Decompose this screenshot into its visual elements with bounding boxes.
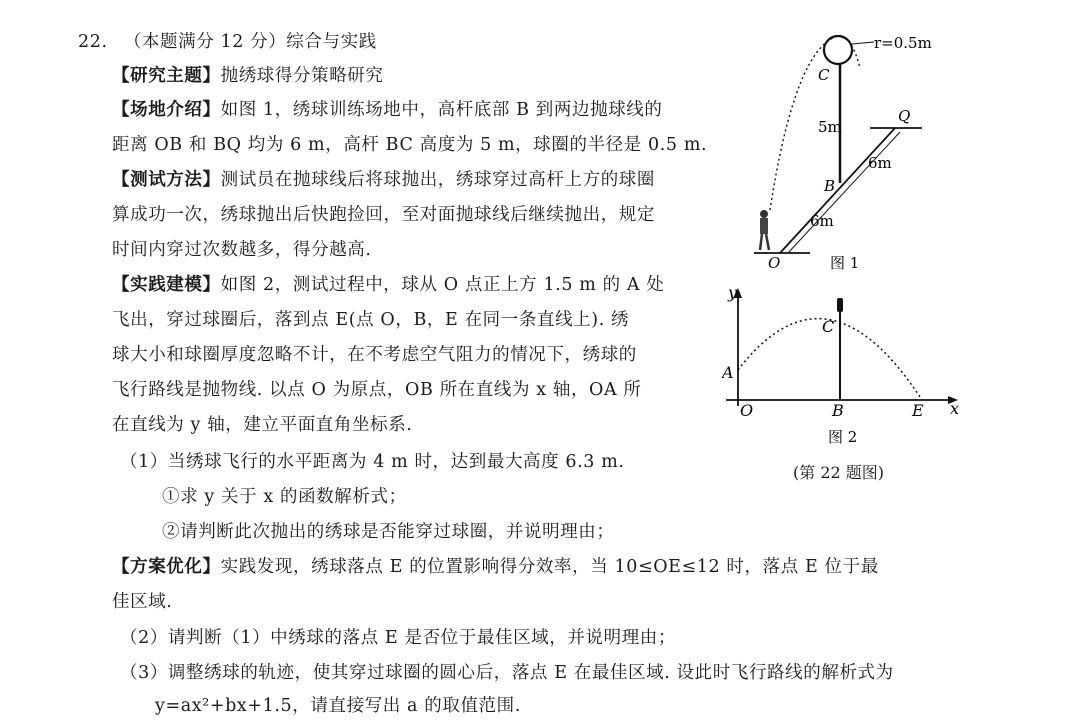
bq-length-label: 6m xyxy=(868,154,892,172)
figure-1-caption: 图 1 xyxy=(830,254,860,272)
optimization-tag: 【方案优化】 xyxy=(112,557,221,577)
point-q-label: Q xyxy=(898,107,911,125)
subquestion-1: （1）当绣球飞行的水平距离为 4 m 时，达到最大高度 6.3 m. xyxy=(120,452,625,472)
y-axis-label: y xyxy=(728,283,738,302)
model-line-2: 飞出，穿过球圈后，落到点 E(点 O，B，E 在同一条直线上). 绣 xyxy=(112,310,630,330)
optimization-line-2: 佳区域. xyxy=(112,592,173,612)
method-line-3: 时间内穿过次数越多，得分越高. xyxy=(112,240,372,260)
hoop-circle xyxy=(824,36,852,64)
point-c-label: C xyxy=(818,66,830,84)
venue-text-1: 如图 1，绣球训练场地中，高杆底部 B 到两边抛球线的 xyxy=(220,100,663,120)
venue-line-2: 距离 OB 和 BQ 均为 6 m，高杆 BC 高度为 5 m，球圈的半径是 0.5 m. xyxy=(112,135,708,155)
x-axis-label: x xyxy=(950,399,960,418)
topic-text: 抛绣球得分策略研究 xyxy=(220,66,384,86)
topic-line xyxy=(112,64,384,88)
method-line-1 xyxy=(112,168,655,192)
figure-2-caption: 图 2 xyxy=(828,428,858,446)
optimization-line-1 xyxy=(112,555,879,579)
point-o-label-2: O xyxy=(740,401,754,420)
point-c-label-2: C xyxy=(822,317,835,336)
figure-caption: (第 22 题图) xyxy=(793,463,885,482)
method-text-1: 测试员在抛球线后将球抛出，绣球穿过高杆上方的球圈 xyxy=(220,170,656,190)
method-line-2: 算成功一次，绣球抛出后快跑捡回，至对面抛球线后继续抛出，规定 xyxy=(112,205,655,225)
subquestion-3-line-2: y=ax²+bx+1.5，请直接写出 a 的取值范围. xyxy=(155,696,521,716)
radius-pointer xyxy=(852,42,874,44)
subquestion-1b: ②请判断此次抛出的绣球是否能穿过球圈，并说明理由； xyxy=(162,522,615,542)
subquestion-1a: ①求 y 关于 x 的函数解析式； xyxy=(162,487,407,507)
model-tag: 【实践建模】 xyxy=(112,275,221,295)
method-tag: 【测试方法】 xyxy=(112,170,221,190)
venue-line-1 xyxy=(112,98,663,122)
bc-length-label: 5m xyxy=(818,118,842,136)
model-line-1 xyxy=(112,273,664,297)
radius-label: r=0.5m xyxy=(874,34,932,52)
figure-2 xyxy=(722,282,967,452)
subquestion-3-line-1: （3）调整绣球的轨迹，使其穿过球圈的圆心后，落点 E 在最佳区域. 设此时飞行路线的解析式为 xyxy=(120,663,894,683)
model-line-3: 球大小和球圈厚度忽略不计，在不考虑空气阻力的情况下，绣球的 xyxy=(112,345,637,365)
point-b-label-2: B xyxy=(832,401,844,420)
hoop-2 xyxy=(837,298,843,312)
point-e-label: E xyxy=(912,401,924,420)
question-number: 22. xyxy=(78,32,108,52)
model-line-5: 在直线为 y 轴，建立平面直角坐标系. xyxy=(112,415,413,435)
venue-tag: 【场地介绍】 xyxy=(112,100,221,120)
question-title: （本题满分 12 分）综合与实践 xyxy=(123,32,377,52)
thrower-figure xyxy=(760,210,769,250)
optimization-text-1: 实践发现，绣球落点 E 的位置影响得分效率，当 10≤OE≤12 时，落点 E 位于最 xyxy=(220,557,879,577)
ground-line xyxy=(780,128,895,253)
model-text-1: 如图 2，测试过程中，球从 O 点正上方 1.5 m 的 A 处 xyxy=(220,275,665,295)
ground-line-inner xyxy=(788,132,900,253)
figure-1 xyxy=(740,28,960,278)
ob-length-label: 6m xyxy=(810,212,834,230)
subquestion-2: （2）请判断（1）中绣球的落点 E 是否位于最佳区域，并说明理由； xyxy=(120,628,676,648)
point-b-label: B xyxy=(824,177,836,195)
model-line-4: 飞行路线是抛物线. 以点 O 为原点，OB 所在直线为 x 轴，OA 所 xyxy=(112,380,642,400)
topic-tag: 【研究主题】 xyxy=(112,66,221,86)
point-o-label: O xyxy=(768,254,781,272)
question-header xyxy=(78,30,377,54)
point-a-label: A xyxy=(722,363,734,382)
